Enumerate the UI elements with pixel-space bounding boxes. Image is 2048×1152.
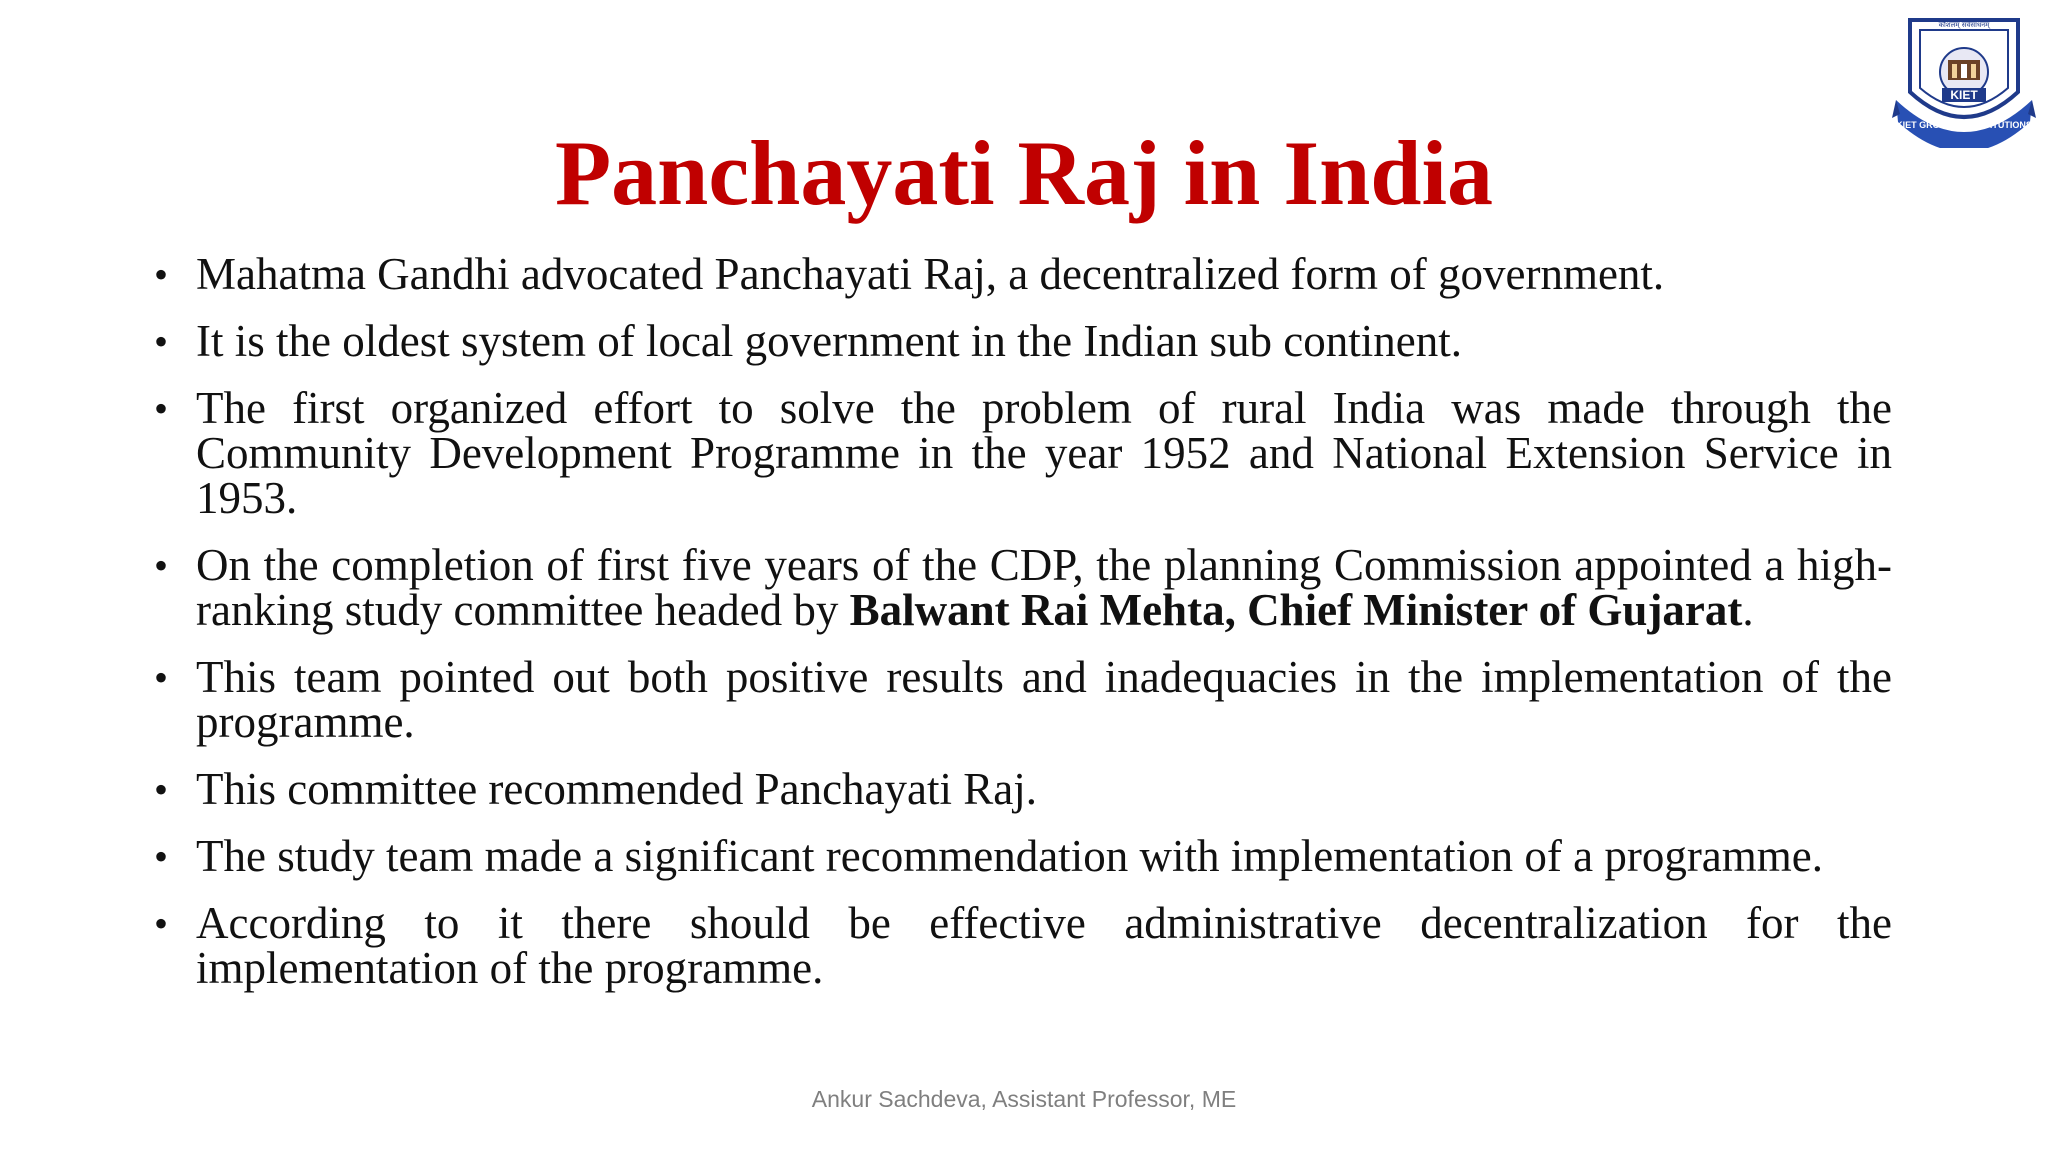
logo-top-text: कौशलम् सर्वसाधनम् — [1938, 21, 1990, 29]
bullet-item — [150, 831, 1892, 881]
bullet-item — [150, 898, 1892, 993]
bullet-list — [150, 249, 1892, 1013]
bullet-icon: • — [154, 386, 169, 431]
bullet-text: According to it there should be effective administrative decentralization for the implementation of the programme. — [196, 898, 1892, 993]
logo-arc-text: KIET GROUP OF INSTITUTIONS — [1896, 120, 2032, 130]
bullet-text: Mahatma Gandhi advocated Panchayati Raj, a decentralized form of government. — [196, 249, 1665, 299]
bullet-text: This committee recommended Panchayati Raj. — [196, 764, 1037, 814]
bullet-item — [150, 316, 1892, 366]
bullet-item — [150, 249, 1892, 299]
bullet-icon: • — [154, 543, 169, 588]
footer-credit: Ankur Sachdeva, Assistant Professor, ME — [811, 1086, 1237, 1112]
bullet-text-after: . — [1742, 585, 1754, 635]
bullet-text — [196, 540, 1892, 635]
bullet-icon: • — [154, 767, 169, 812]
bullet-icon: • — [154, 655, 169, 700]
bullet-text-before: On the completion of first five years of the CDP, the planning Commission appointed a high-ranking study committee headed by — [196, 540, 1892, 635]
bullet-text-bold: Balwant Rai Mehta, Chief Minister of Gujarat — [849, 585, 1743, 635]
bullet-item — [150, 540, 1892, 635]
bullet-icon: • — [154, 252, 169, 297]
bullet-item — [150, 652, 1892, 747]
bullet-text: This team pointed out both positive results and inadequacies in the implementation of the programme. — [196, 652, 1892, 747]
logo-label: KIET — [1950, 88, 1978, 102]
bullet-icon: • — [154, 834, 169, 879]
bullet-icon: • — [154, 319, 169, 364]
bullet-icon: • — [154, 901, 169, 946]
slide-title: Panchayati Raj in India — [554, 122, 1494, 224]
bullet-text: It is the oldest system of local government in the Indian sub continent. — [196, 316, 1462, 366]
bullet-text: The first organized effort to solve the problem of rural India was made through the Community Development Programme in the year 1952 and National Extension Service in 1953. — [196, 383, 1892, 523]
bullet-item — [150, 383, 1892, 523]
bullet-item — [150, 764, 1892, 814]
bullet-text: The study team made a significant recommendation with implementation of a programme. — [196, 831, 1824, 881]
